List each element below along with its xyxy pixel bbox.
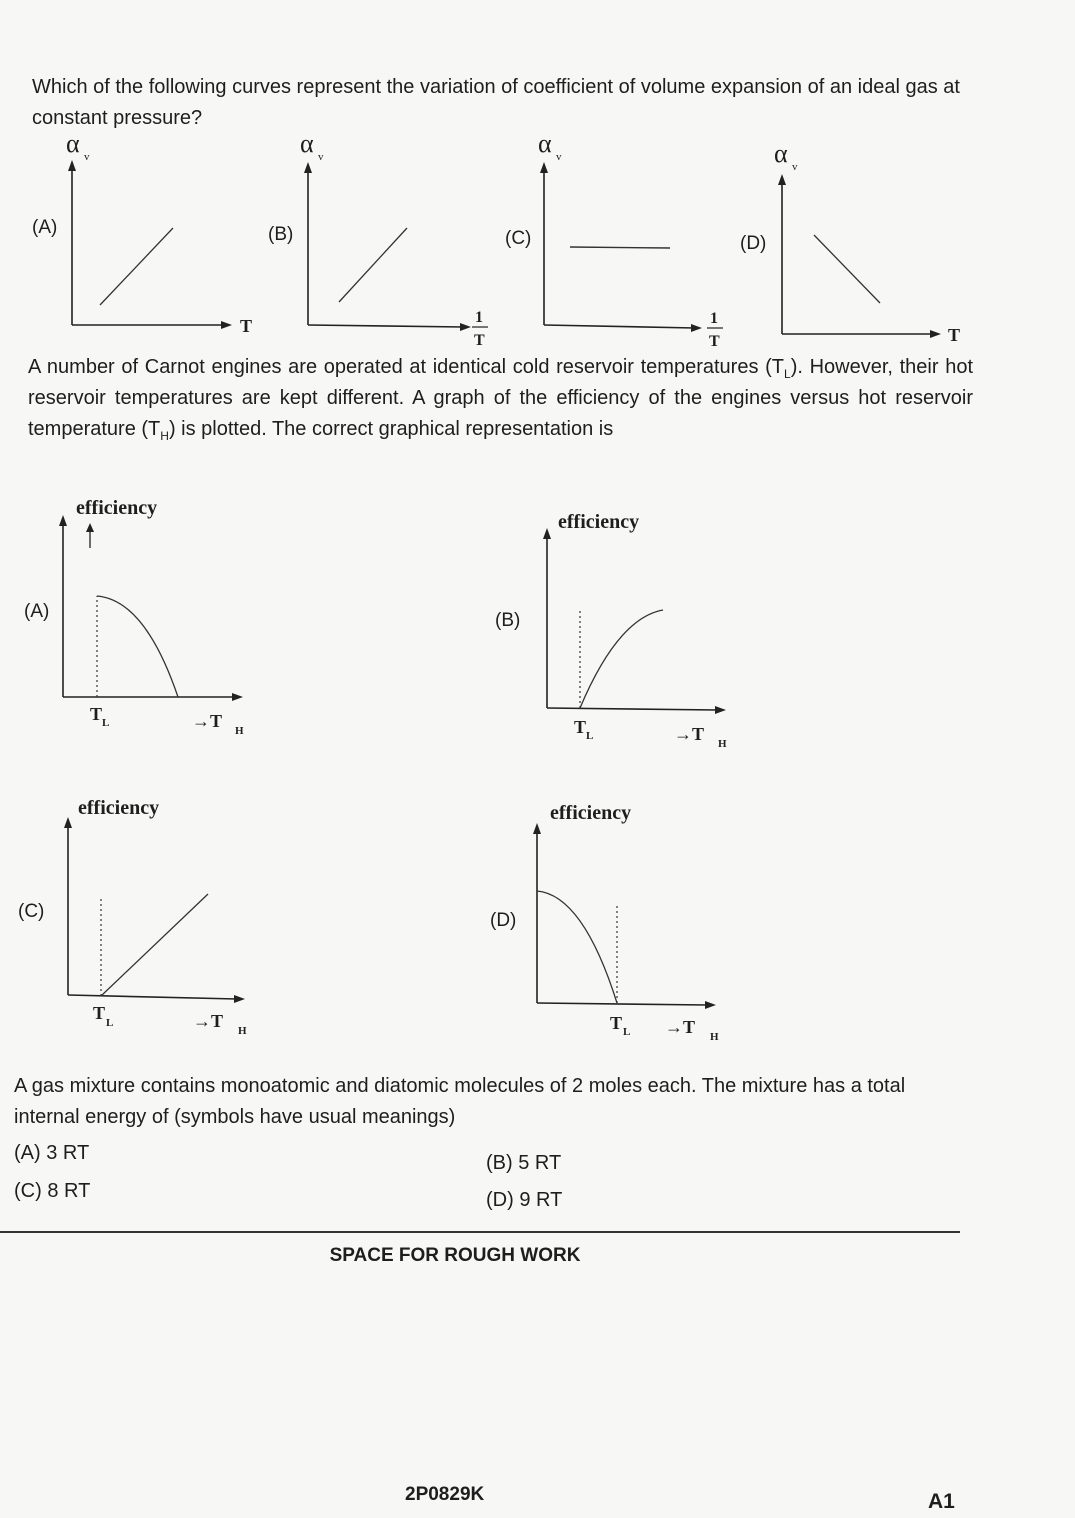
alpha-label: α: [300, 129, 314, 158]
q1-option-d-label: (D): [740, 233, 767, 254]
up-arrow-icon: [86, 523, 94, 532]
page-number: A1: [928, 1490, 955, 1513]
q2-graph-a: [55, 490, 285, 740]
th-sub: H: [235, 725, 244, 737]
q2-option-d-label: (D): [490, 910, 517, 931]
th-label: →T: [192, 711, 223, 731]
divider-rule: [0, 1231, 960, 1233]
y-arrow-icon: [778, 174, 786, 185]
curve-line: [580, 610, 663, 708]
curve-line: [100, 228, 173, 305]
q3-option-c: (C) 8 RT: [14, 1180, 91, 1202]
q2-graph-b: [538, 503, 768, 753]
tl-label: T: [574, 717, 587, 737]
x-axis: [537, 1003, 708, 1005]
rough-work-heading: SPACE FOR ROUGH WORK: [329, 1245, 581, 1266]
q2-option-c-label: (C): [18, 901, 45, 922]
curve-line: [814, 235, 880, 303]
alpha-sub: v: [84, 151, 90, 163]
y-axis-label: efficiency: [78, 797, 160, 819]
y-arrow-icon: [64, 817, 72, 828]
x-label-t: T: [240, 316, 253, 336]
q2-graph-d: [528, 797, 758, 1047]
y-axis-label: efficiency: [558, 511, 640, 533]
x-arrow-icon: [930, 330, 941, 338]
x-axis: [68, 995, 237, 999]
x-arrow-icon: [234, 995, 245, 1003]
x-arrow-icon: [691, 324, 702, 332]
question-3-text: A gas mixture contains monoatomic and diatomic molecules of 2 moles each. The mixture has a total internal energy of (symbols have usual meanings): [14, 1075, 906, 1128]
curve-line: [97, 596, 178, 697]
q1-graph-c: [530, 130, 740, 350]
tl-sub: L: [586, 730, 594, 742]
q2-graph-c: [60, 790, 290, 1040]
th-label: →T: [193, 1011, 224, 1031]
x-axis: [308, 325, 464, 327]
x-label-den: T: [474, 332, 485, 349]
question-1-text: Which of the following curves represent the variation of coefficient of volume expansion of an ideal gas at constant pressure?: [32, 76, 960, 129]
y-axis-label: efficiency: [550, 802, 632, 824]
curve-line: [101, 894, 208, 996]
q2-option-a-label: (A): [24, 601, 50, 622]
x-label-den: T: [709, 333, 720, 350]
q3-option-d: (D) 9 RT: [486, 1189, 563, 1211]
x-label-num: 1: [475, 309, 483, 326]
x-arrow-icon: [232, 693, 243, 701]
x-arrow-icon: [460, 323, 471, 331]
q2-text-c: ) is plotted. The correct graphical representation is: [168, 418, 614, 440]
q1-option-a-label: (A): [32, 217, 58, 238]
y-arrow-icon: [533, 823, 541, 834]
q3-option-b: (B) 5 RT: [486, 1152, 562, 1174]
q1-option-b-label: (B): [268, 224, 294, 245]
curve-line: [537, 891, 617, 1003]
alpha-sub: v: [318, 151, 324, 163]
q2-sub-l: L: [784, 367, 791, 381]
alpha-sub: v: [792, 161, 798, 173]
x-label-t: T: [948, 325, 961, 345]
tl-sub: L: [102, 717, 110, 729]
x-arrow-icon: [221, 321, 232, 329]
th-label: →T: [665, 1017, 696, 1037]
x-axis: [547, 708, 718, 710]
curve-line: [339, 228, 407, 302]
tl-label: T: [93, 1003, 106, 1023]
tl-sub: L: [106, 1017, 114, 1029]
q3-option-a: (A) 3 RT: [14, 1142, 90, 1164]
alpha-sub: v: [556, 151, 562, 163]
q1-graph-d: [768, 140, 968, 350]
q2-text-b: ). However, their hot reservoir temperatures are kept different. A graph of the efficiency of the engines versus hot reservoir temperature (T: [28, 356, 973, 440]
paper-code: 2P0829K: [405, 1484, 485, 1505]
question-2-text: [28, 352, 973, 445]
q2-text-a: A number of Carnot engines are operated at identical cold reservoir temperatures (T: [28, 356, 784, 378]
x-arrow-icon: [715, 706, 726, 714]
tl-label: T: [90, 704, 103, 724]
q2-option-b-label: (B): [495, 610, 521, 631]
q1-option-c-label: (C): [505, 228, 532, 249]
q2-sub-h: H: [160, 429, 169, 443]
alpha-label: α: [538, 129, 552, 158]
q1-graph-a: [60, 130, 260, 340]
th-sub: H: [710, 1031, 719, 1043]
y-arrow-icon: [304, 162, 312, 173]
x-label-num: 1: [710, 310, 718, 327]
th-label: →T: [674, 724, 705, 744]
th-sub: H: [238, 1025, 247, 1037]
curve-line: [570, 247, 670, 248]
x-axis: [544, 325, 695, 328]
alpha-label: α: [774, 139, 788, 168]
y-arrow-icon: [540, 162, 548, 173]
tl-label: T: [610, 1013, 623, 1033]
x-arrow-icon: [705, 1001, 716, 1009]
y-arrow-icon: [68, 160, 76, 171]
tl-sub: L: [623, 1026, 631, 1038]
y-arrow-icon: [543, 528, 551, 539]
q1-graph-b: [294, 130, 504, 350]
th-sub: H: [718, 738, 727, 750]
y-arrow-icon: [59, 515, 67, 526]
alpha-label: α: [66, 129, 80, 158]
y-axis-label: efficiency: [76, 497, 158, 519]
